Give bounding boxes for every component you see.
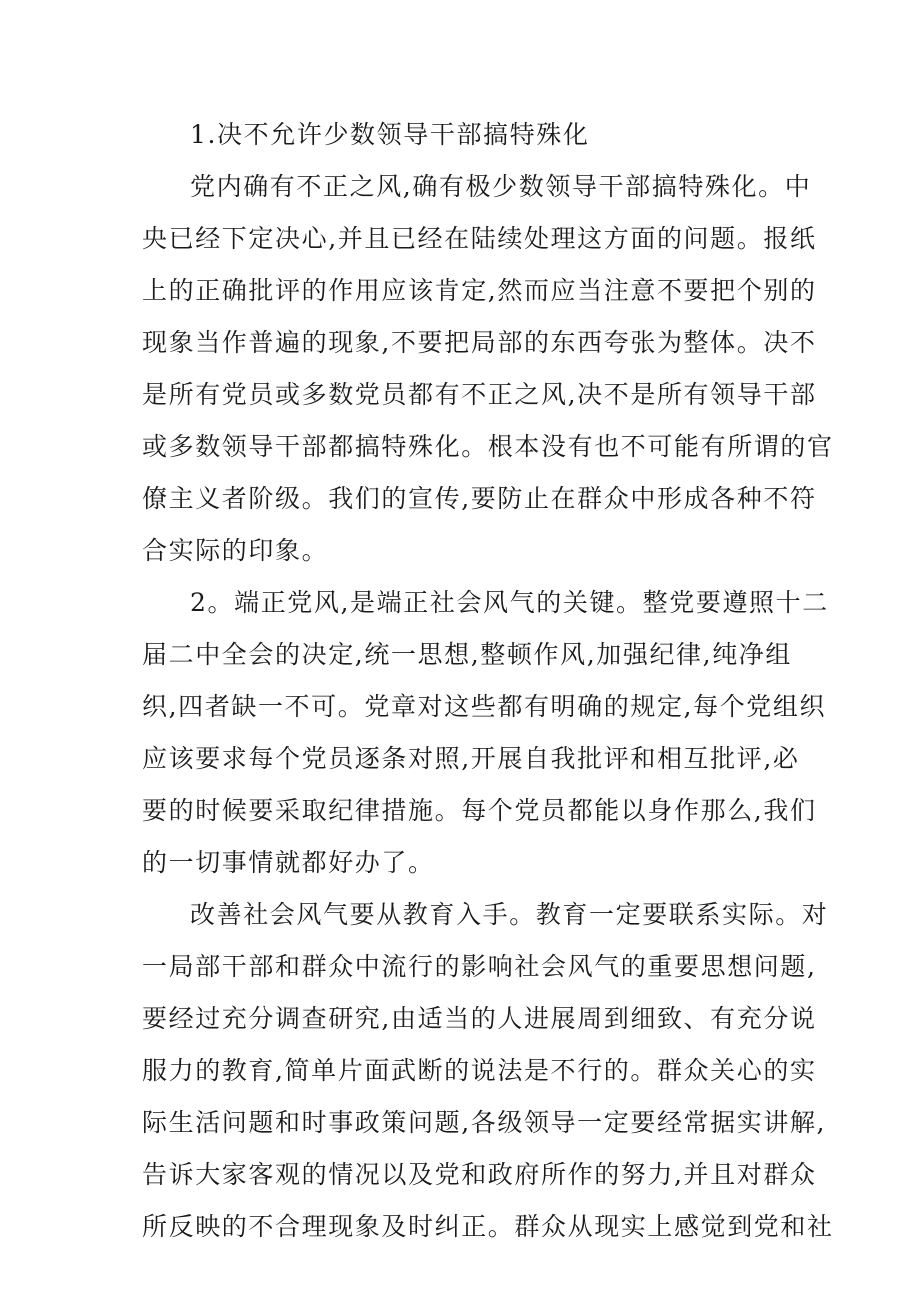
paragraph-line: 改善社会风气要从教育入手。教育一定要联系实际。对 xyxy=(190,900,829,929)
paragraph-line: 服力的教育,简单片面武断的说法是不行的。群众关心的实 xyxy=(142,1056,817,1085)
paragraph-line: 央已经下定决心,并且已经在陆续处理这方面的问题。报纸 xyxy=(142,224,817,253)
paragraph-line: 告诉大家客观的情况以及党和政府所作的努力,并且对群众 xyxy=(142,1160,817,1189)
paragraph-line: 所反映的不合理现象及时纠正。群众从现实上感觉到党和社 xyxy=(142,1212,834,1241)
paragraph-line: 2。端正党风,是端正社会风气的关键。整党要遵照十二 xyxy=(190,588,829,617)
paragraph-line: 际生活问题和时事政策问题,各级领导一定要经常据实讲解, xyxy=(142,1108,827,1137)
paragraph-line: 一局部干部和群众中流行的影响社会风气的重要思想问题, xyxy=(142,952,817,981)
paragraph-line: 僚主义者阶级。我们的宣传,要防止在群众中形成各种不符 xyxy=(142,484,817,513)
paragraph-line: 届二中全会的决定,统一思想,整顿作风,加强纪律,纯净组 xyxy=(142,640,792,669)
paragraph-line: 要的时候要采取纪律措施。每个党员都能以身作那么,我们 xyxy=(142,796,817,825)
paragraph-line: 现象当作普遍的现象,不要把局部的东西夸张为整体。决不 xyxy=(142,328,817,357)
paragraph-line: 应该要求每个党员逐条对照,开展自我批评和相互批评,必 xyxy=(142,744,800,773)
paragraph-line: 是所有党员或多数党员都有不正之风,决不是所有领导干部 xyxy=(142,380,817,409)
section-heading: 1.决不允许少数领导干部搞特殊化 xyxy=(190,120,590,149)
paragraph-line: 要经过充分调查研究,由适当的人进展周到细致、有充分说 xyxy=(142,1004,817,1033)
paragraph-line: 上的正确批评的作用应该肯定,然而应当注意不要把个别的 xyxy=(142,276,817,305)
paragraph-line: 党内确有不正之风,确有极少数领导干部搞特殊化。中 xyxy=(190,172,812,201)
paragraph-line: 合实际的印象。 xyxy=(142,536,329,565)
paragraph-line: 的一切事情就都好办了。 xyxy=(142,848,435,877)
paragraph-line: 或多数领导干部都搞特殊化。根本没有也不可能有所谓的官 xyxy=(142,432,834,461)
paragraph-line: 织,四者缺一不可。党章对这些都有明确的规定,每个党组织 xyxy=(142,692,827,721)
